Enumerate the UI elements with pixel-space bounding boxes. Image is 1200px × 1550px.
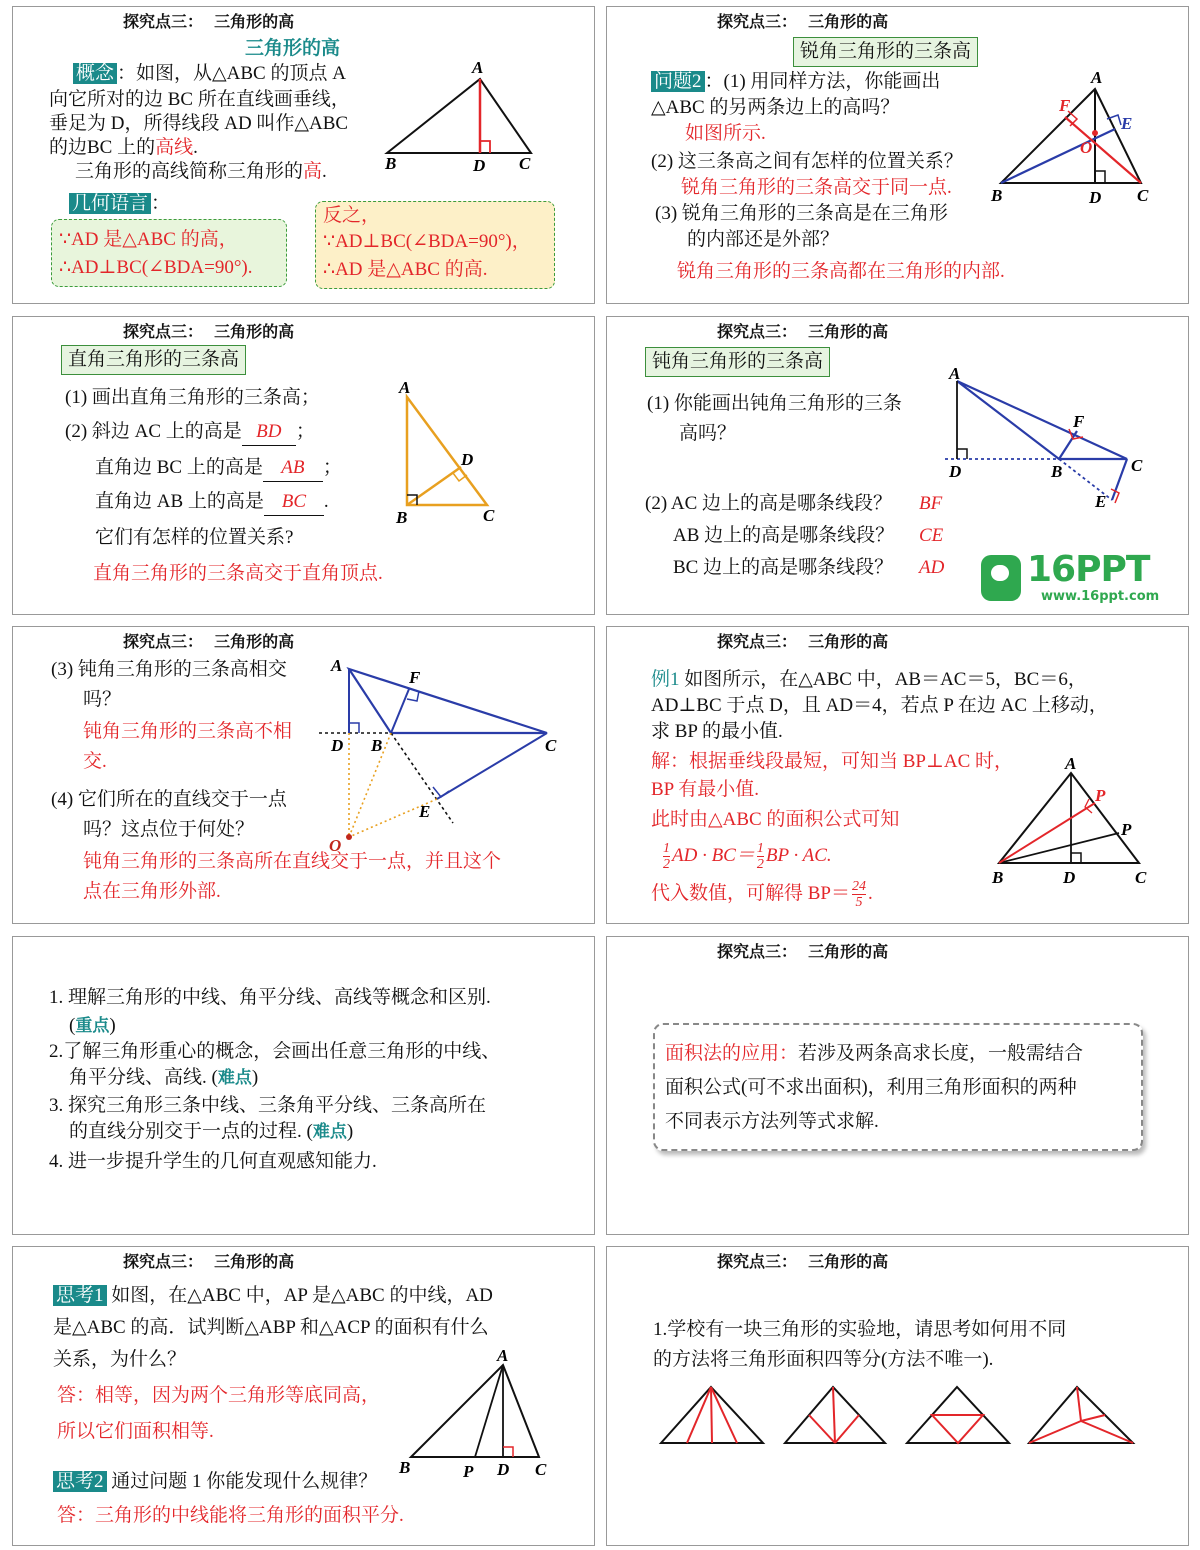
answer-blank: BC: [264, 489, 324, 516]
question-2: (2) 这三条高之间有怎样的位置关系？: [651, 151, 963, 172]
altitude-bf: [391, 689, 409, 733]
label-a: A: [949, 364, 961, 383]
text: ): [251, 1067, 259, 1088]
answer-blank: AB: [263, 455, 323, 482]
altitude-ce: [1112, 459, 1127, 500]
objective-2-line-2: [69, 1065, 258, 1091]
triangle-abc: [387, 79, 531, 153]
answer-1-line-2: 所以它们面积相等.: [57, 1421, 214, 1442]
text: 的边BC 上的: [49, 137, 156, 158]
question-3-line-1: (3) 钝角三角形的三条高相交: [51, 659, 287, 680]
text: BP · AC.: [765, 844, 832, 866]
task-line-2: 的方法将三角形面积四等分(方法不唯一).: [653, 1349, 994, 1370]
question-3-line-2: 吗？: [83, 689, 122, 710]
highlight-term: 高线: [155, 137, 194, 158]
example-line-3: 求 BP 的最小值.: [651, 721, 783, 742]
converse-line-2: ∵AD⊥BC(∠BDA=90°)，: [323, 231, 531, 252]
altitude-bd: [407, 467, 461, 505]
label-c: C: [1135, 868, 1147, 887]
slide-header: 探究点三： 三角形的高: [717, 12, 889, 31]
slide-quarter-area: [606, 1246, 1189, 1546]
triangle-abc: [957, 381, 1127, 459]
text: 代入数值，可解得 BP＝: [651, 882, 850, 904]
triangle-altitude-figure: [13, 7, 594, 303]
text: .: [323, 491, 329, 512]
question-3-line-1: (3) 锐角三角形的三条高是在三角形: [655, 203, 948, 224]
answer-3: 锐角三角形的三条高都在三角形的内部.: [677, 261, 1005, 282]
answer-1: 如图所示.: [685, 123, 766, 144]
triangle-abc: [349, 669, 547, 733]
denominator: 5: [855, 895, 863, 910]
label-p-red: P: [1095, 786, 1106, 805]
question-1-line-1: (1) 你能画出钝角三角形的三条: [647, 393, 902, 414]
text: ): [346, 1121, 354, 1142]
label-a: A: [1065, 754, 1077, 773]
converse-line-1: 反之，: [323, 205, 381, 226]
text: AD · BC＝: [672, 844, 755, 866]
obtuse-triangle-figure: [607, 317, 1188, 614]
text: ): [109, 1015, 116, 1036]
question-3-line-2: 的内部还是外部？: [687, 229, 840, 250]
label-a: A: [497, 1346, 509, 1365]
slide-example-1: [606, 626, 1189, 924]
label-f: F: [409, 668, 421, 687]
think-1-line-2: 是△ABC 的高．试判断△ABP 和△ACP 的面积有什么: [53, 1317, 489, 1338]
solution-line-3: 此时由△ABC 的面积公式可知: [651, 809, 900, 830]
converse-line-3: ∴AD 是△ABC 的高.: [323, 259, 488, 280]
label-d: D: [473, 156, 486, 175]
example-tag: 例1: [651, 669, 680, 690]
concept-tag: 概念: [73, 63, 117, 84]
slide-header: 探究点三： 三角形的高: [717, 322, 889, 341]
triangle-abc: [1001, 89, 1141, 183]
section-title: 直角三角形的三条高: [61, 345, 246, 375]
section-title: 锐角三角形的三条高: [793, 37, 978, 67]
objective-1-line-1: 1. 理解三角形的中线、角平分线、高线等概念和区别.: [49, 987, 491, 1008]
question-4: BC 边上的高是哪条线段？: [673, 557, 894, 578]
right-angle-d: [1095, 171, 1105, 183]
label-d: D: [1063, 868, 1076, 887]
question-5: 它们有怎样的位置关系?: [95, 527, 294, 548]
label-c: C: [535, 1460, 547, 1479]
think-tag: 思考1: [53, 1285, 107, 1306]
slide-right-triangle-altitudes: [12, 316, 595, 615]
segment-bp: [999, 833, 1119, 863]
label-a: A: [1091, 68, 1103, 87]
slide-acute-triangle-altitudes: [606, 6, 1189, 304]
isosceles-triangle-figure: [607, 627, 1188, 923]
label-c: C: [519, 154, 531, 173]
objective-3-line-1: 3. 探究三角形三条中线、三条角平分线、三条高所在: [49, 1095, 487, 1116]
slide-obtuse-triangle-altitudes: [606, 316, 1189, 615]
label-a: A: [472, 58, 484, 77]
answer-1-line-1: 答：相等，因为两个三角形等底同高，: [57, 1385, 381, 1406]
obtuse-intersection-figure: [13, 627, 594, 923]
question-4-line-2: 吗？这点位于何处？: [83, 819, 255, 840]
slide-title: 三角形的高: [245, 37, 341, 59]
triangle-abc: [411, 1365, 539, 1457]
median-triangle-figure: [13, 1247, 594, 1545]
label-e: E: [1095, 492, 1107, 511]
slide-header: 探究点三： 三角形的高: [123, 632, 295, 651]
label-c: C: [1131, 456, 1143, 475]
objective-1-line-2: [69, 1013, 116, 1039]
right-angle-d: [349, 723, 359, 733]
label-o: O: [1080, 138, 1093, 157]
denominator: 2: [663, 857, 670, 872]
text: 直角边 AB 上的高是: [95, 491, 264, 512]
answer-4: AD: [919, 557, 945, 578]
text: (: [69, 1015, 76, 1036]
answer-3-line-2: 交.: [83, 751, 107, 772]
question-2: (2) AC 边上的高是哪条线段？: [645, 493, 893, 514]
tip-line-3: 不同表示方法列等式求解.: [665, 1111, 879, 1132]
concept-text: ：如图，从△ABC 的顶点 A: [117, 63, 346, 84]
label-a: A: [331, 656, 343, 675]
solution-line-2: BP 有最小值.: [651, 779, 760, 800]
slide-header: 探究点三： 三角形的高: [123, 1252, 295, 1271]
label-f: F: [1059, 96, 1071, 115]
method-4-triangle: [1029, 1387, 1133, 1443]
text: 如图，在△ABC 中，AP 是△ABC 的中线，AD: [106, 1285, 493, 1306]
think-1-line-3: 关系，为什么？: [53, 1349, 187, 1370]
question-line-2: △ABC 的另两条边上的高吗？: [651, 97, 900, 118]
logo-text: 16PPT: [1027, 549, 1150, 590]
slide-header: 探究点三： 三角形的高: [123, 322, 295, 341]
label-p: P: [463, 1462, 474, 1481]
label-b: B: [399, 1458, 411, 1477]
quarter-area-methods-figure: [607, 1247, 1188, 1545]
difficulty-tag: 难点: [217, 1068, 252, 1088]
altitude-ce: [437, 733, 547, 799]
answer-3: CE: [919, 525, 944, 546]
orthocenter-o: [1092, 130, 1098, 136]
text: .: [868, 882, 873, 904]
numerator: 1: [663, 841, 670, 856]
method-1-triangle: [661, 1387, 763, 1443]
question-1: (1) 画出直角三角形的三条高；: [65, 387, 320, 408]
label-d: D: [331, 736, 344, 755]
geo-language-tag: 几何语言: [69, 193, 151, 214]
answer-2: 锐角三角形的三条高交于同一点.: [681, 177, 952, 198]
text: 角平分线、高线. (: [69, 1067, 218, 1088]
text: 如图所示，在△ABC 中，AB＝AC＝5，BC＝6，: [679, 669, 1087, 690]
section-title: 钝角三角形的三条高: [645, 347, 830, 377]
label-b: B: [991, 186, 1003, 205]
answer-2: 答：三角形的中线能将三角形的面积平分.: [57, 1505, 404, 1526]
question-tag: 问题2: [651, 71, 705, 92]
label-b: B: [396, 508, 408, 527]
right-triangle-figure: [13, 317, 594, 614]
label-b: B: [371, 736, 383, 755]
label-c: C: [1137, 186, 1149, 205]
text: .: [193, 137, 198, 158]
label-c: C: [483, 506, 495, 525]
text: ：(1) 用同样方法，你能画出: [704, 71, 941, 92]
right-angle-d: [1071, 853, 1081, 863]
answer-blank: BD: [242, 419, 296, 446]
right-angle-f: [407, 691, 419, 701]
right-angle-e: [1111, 489, 1119, 503]
slide-header: 探究点三： 三角形的高: [717, 942, 889, 961]
statement-line-1: ∵AD 是△ABC 的高，: [59, 229, 238, 250]
point-o: [346, 834, 352, 840]
objective-2-line-1: 2.了解三角形重心的概念，会画出任意三角形的中线、: [49, 1041, 501, 1062]
label-p: P: [1121, 820, 1132, 839]
concept-line-2: 向它所对的边 BC 所在直线画垂线，: [49, 89, 350, 110]
slide-header: 探究点三： 三角形的高: [123, 12, 295, 31]
right-angle-d: [503, 1447, 513, 1457]
text: 通过问题 1 你能发现什么规律？: [106, 1471, 378, 1492]
altitude-bf: [1059, 431, 1077, 459]
label-e: E: [419, 802, 431, 821]
logo-url: www.16ppt.com: [1041, 589, 1160, 604]
slide-learning-objectives: [12, 936, 595, 1235]
key-point-tag: 重点: [75, 1016, 110, 1036]
label-b: B: [1051, 462, 1063, 481]
objective-4: 4. 进一步提升学生的几何直观感知能力.: [49, 1151, 377, 1172]
text: 的直线分别交于一点的过程. (: [69, 1121, 313, 1142]
label-d: D: [497, 1460, 510, 1479]
label-a: A: [399, 378, 411, 397]
acute-triangle-figure: [607, 7, 1188, 303]
question-1-line-2: 高吗？: [679, 423, 737, 444]
slide-header: 探究点三： 三角形的高: [717, 632, 889, 651]
question-4-line-1: (4) 它们所在的直线交于一点: [51, 789, 287, 810]
tip-line-2: 面积公式(可不求出面积)，利用三角形面积的两种: [665, 1077, 1077, 1098]
slide-think-median: [12, 1246, 595, 1546]
label-d: D: [949, 462, 962, 481]
answer-4-line-2: 点在三角形外部.: [83, 881, 221, 902]
right-angle-d: [957, 449, 967, 459]
triangle-abc: [407, 397, 487, 505]
label-d: D: [1089, 188, 1102, 207]
right-angle-mark: [480, 141, 490, 153]
label-c: C: [545, 736, 557, 755]
concept-line-3: 垂足为 D，所得线段 AD 叫作△ABC: [49, 113, 349, 134]
label-d: D: [461, 450, 474, 469]
example-line-2: AD⊥BC 于点 D，且 AD＝4，若点 P 在边 AC 上移动，: [651, 695, 1108, 716]
label-e: E: [1121, 114, 1133, 133]
task-line-1: 1.学校有一块三角形的实验地，请思考如何用不同: [653, 1319, 1067, 1340]
text: ；: [295, 421, 315, 442]
slide-header: 探究点三： 三角形的高: [717, 1252, 889, 1271]
think-tag: 思考2: [53, 1471, 107, 1492]
tip-lead: 面积法的应用：: [665, 1043, 799, 1064]
slide-obtuse-intersection: [12, 626, 595, 924]
solution-line-1: 解：根据垂线段最短，可知当 BP⊥AC 时，: [651, 751, 1014, 772]
altitude-be: [1001, 129, 1115, 183]
answer-3-line-1: 钝角三角形的三条高不相: [83, 721, 293, 742]
label-o: O: [329, 836, 342, 855]
text: 若涉及两条高求长度，一般需结合: [798, 1043, 1084, 1064]
numerator: 1: [756, 841, 764, 856]
slide-area-method: [606, 936, 1189, 1235]
highlight-term: 高: [303, 161, 323, 182]
slide-triangle-altitude-concept: [12, 6, 595, 304]
label-f: F: [1073, 412, 1085, 431]
method-2-triangle: [785, 1387, 885, 1443]
answer-2: BF: [919, 493, 943, 514]
question-3: AB 边上的高是哪条线段？: [673, 525, 895, 546]
statement-line-2: ∴AD⊥BC(∠BDA=90°).: [59, 257, 253, 278]
text: 三角形的高线简称三角形的: [75, 161, 304, 182]
objective-3-line-2: [69, 1119, 353, 1145]
answer-4-line-1: 钝角三角形的三条高所在直线交于一点，并且这个: [83, 851, 502, 872]
text: ；: [322, 457, 342, 478]
label-b: B: [385, 154, 397, 173]
label-b: B: [992, 868, 1004, 887]
text: ：: [151, 193, 171, 214]
text: .: [322, 161, 327, 182]
text: (2) 斜边 AC 上的高是: [65, 421, 242, 442]
tip-line-1: [665, 1041, 1083, 1067]
numerator: 24: [852, 879, 866, 894]
denominator: 2: [756, 857, 764, 872]
difficulty-tag: 难点: [312, 1122, 347, 1142]
method-3-triangle: [907, 1387, 1009, 1443]
answer-5: 直角三角形的三条高交于直角顶点.: [93, 563, 383, 584]
text: 直角边 BC 上的高是: [95, 457, 263, 478]
